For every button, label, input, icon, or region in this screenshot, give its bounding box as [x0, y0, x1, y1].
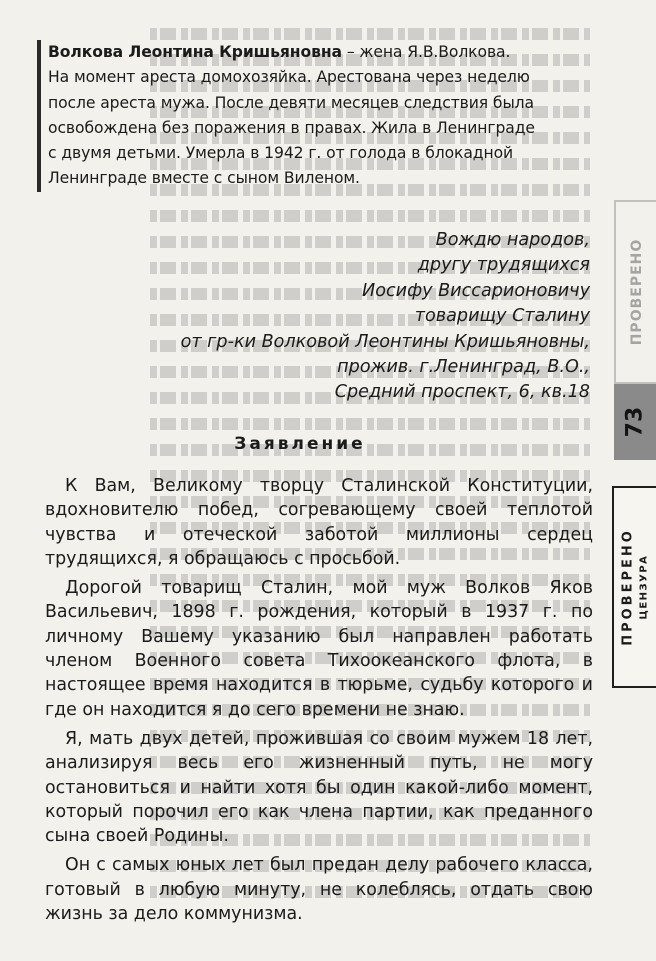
- stamp-main-text: ПРОВЕРЕНО: [620, 528, 636, 646]
- bio-line-6: Ленинграде вместе с сыном Виленом.: [48, 169, 360, 188]
- letter-address-block: [181, 228, 590, 406]
- address-line: Средний проспект, 6, кв.18: [334, 382, 590, 403]
- paragraph: Я, мать двух детей, прожившая со своим мужем 18 лет, анализируя весь его жизненный путь, не могу остановиться и найти хотя бы один какой-либо момент, который порочил его как члена партии, как преданного сына своей Родины.: [45, 728, 593, 847]
- address-line: Иосифу Виссарионовичу: [362, 280, 590, 301]
- address-line: прожив. г.Ленинград, В.О.,: [337, 357, 590, 378]
- bio-line-2: На момент ареста домохозяйка. Арестована через неделю: [48, 68, 530, 87]
- faded-margin-stamp: ПРОВЕРЕНО: [614, 200, 656, 384]
- biographical-note: [37, 40, 560, 192]
- letter-heading: Заявление: [234, 434, 366, 454]
- address-line: товарищу Сталину: [414, 306, 590, 327]
- censorship-stamp: [612, 486, 656, 688]
- bio-line-5: с двумя детьми. Умерла в 1942 г. от голода в блокадной: [48, 144, 514, 163]
- bio-line-3: после ареста мужа. После девяти месяцев следствия была: [48, 93, 534, 112]
- paragraph: Он с самых юных лет был предан делу рабочего класса, готовый в любую минуту, не колеблясь, отдать свою жизнь за дело коммунизма.: [45, 855, 593, 925]
- address-line: от гр-ки Волковой Леонтины Кришьяновны,: [180, 331, 590, 352]
- paragraph: Дорогой товарищ Сталин, мой муж Волков Яков Васильевич, 1898 г. рождения, который в 1937 г. по личному Вашему указанию был направлен работать членом Военного совета Тихоокеанского флота, в настоящее время находится в тюрьме, судьбу которого и где он находится я до сего времени не знаю.: [45, 578, 593, 720]
- page-number: 73: [622, 406, 648, 438]
- paragraph: К Вам, Великому творцу Сталинской Конституции, вдохновителю побед, согревающему своей теплотой чувства и отеческой заботой миллионы сердец трудящихся, я обращаюсь с просьбой.: [45, 476, 593, 569]
- bio-line-4: освобождена без поражения в правах. Жила в Ленинграде: [48, 118, 535, 137]
- bio-line-1: Волкова Леонтина Кришьяновна – жена Я.В.Волкова.: [48, 43, 511, 61]
- stamp-sub-text: ЦЕНЗУРА: [638, 554, 650, 620]
- person-name: Волкова Леонтина Кришьяновна: [48, 43, 342, 61]
- letter-body: [45, 474, 593, 931]
- address-line: другу трудящихся: [417, 255, 590, 276]
- address-line: Вождю народов,: [435, 230, 590, 250]
- page-number-tab: [614, 384, 656, 460]
